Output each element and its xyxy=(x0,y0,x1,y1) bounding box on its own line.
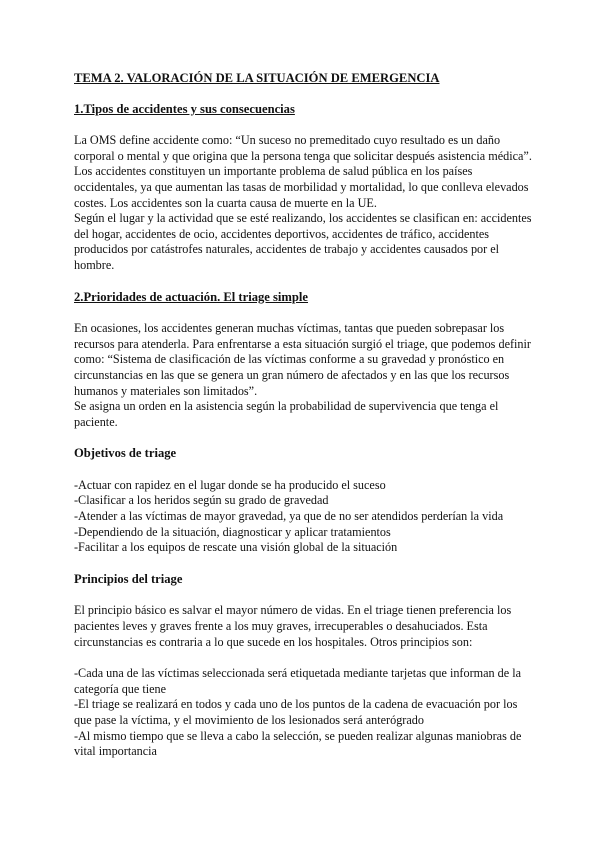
principios-list xyxy=(74,666,534,760)
section1-paragraph-2: Los accidentes constituyen un importante problema de salud pública en los países occidentales, ya que aumentan las tasas de morbilidad y mortalidad, lo que conlleva elevados costes. Los accidentes son la cuarta causa de muerte en la UE. xyxy=(74,164,529,210)
section1-paragraph-3: Según el lugar y la actividad que se esté realizando, los accidentes se clasifican en: accidentes del hogar, accidentes de ocio, accidentes deportivos, accidentes de tráfico, accidentes producidos por catástrofes naturales, accidentes de trabajo y accidentes causados por el hombre. xyxy=(74,211,532,272)
list-item: -Dependiendo de la situación, diagnosticar y aplicar tratamientos xyxy=(74,524,391,539)
section2-paragraph-2: Se asigna un orden en la asistencia según la probabilidad de supervivencia que tenga el paciente. xyxy=(74,399,499,429)
list-item: -Al mismo tiempo que se lleva a cabo la selección, se pueden realizar algunas maniobras de vital importancia xyxy=(74,728,522,759)
list-item: -Clasificar a los heridos según su grado de gravedad xyxy=(74,493,329,508)
objetivos-heading: Objetivos de triage xyxy=(74,446,177,461)
section1-heading: 1.Tipos de accidentes y sus consecuencias xyxy=(74,101,295,116)
principios-heading: Principios del triage xyxy=(74,571,183,586)
document-title: TEMA 2. VALORACIÓN DE LA SITUACIÓN DE EMERGENCIA xyxy=(74,71,440,85)
section2-heading: 2.Prioridades de actuación. El triage simple xyxy=(74,289,309,304)
list-item: -Atender a las víctimas de mayor gravedad, ya que de no ser atendidos perderían la vida xyxy=(74,509,504,524)
principios-paragraph: El principio básico es salvar el mayor número de vidas. En el triage tienen preferencia los pacientes leves y graves frente a los muy graves, irrecuperables o desahuciados. Esta circunstancias es contraria a lo que sucede en los hospitales. Otros principios son: xyxy=(74,603,512,649)
section2-paragraph-1: En ocasiones, los accidentes generan muchas víctimas, tantas que pueden sobrepasar los recursos para atenderla. Para enfrentarse a esta situación surgió el triage, que podemos definir como: “Sistema de clasificación de las víctimas conforme a su gravedad y pronóstico en circunstancias en las que se genera un gran número de afectados y en las que los recursos humanos y materiales son limitados”. xyxy=(74,321,531,398)
objetivos-list xyxy=(74,478,534,556)
document-page xyxy=(74,71,534,776)
list-item: -Cada una de las víctimas seleccionada será etiquetada mediante tarjetas que informan de la categoría que tiene xyxy=(74,666,522,696)
list-item: -Facilitar a los equipos de rescate una visión global de la situación xyxy=(74,540,398,555)
list-item: -Actuar con rapidez en el lugar donde se ha producido el suceso xyxy=(74,477,386,492)
section1-body xyxy=(74,133,534,273)
section2-body xyxy=(74,321,534,430)
principios-intro xyxy=(74,603,534,650)
section1-paragraph-1: La OMS define accidente como: “Un suceso no premeditado cuyo resultado es un daño corporal o mental y que origina que la persona tenga que solicitar después asistencia médica”. xyxy=(74,133,532,163)
list-item: -El triage se realizará en todos y cada uno de los puntos de la cadena de evacuación por los que pase la víctima, y el movimiento de los lesionados será anterógrado xyxy=(74,697,518,727)
